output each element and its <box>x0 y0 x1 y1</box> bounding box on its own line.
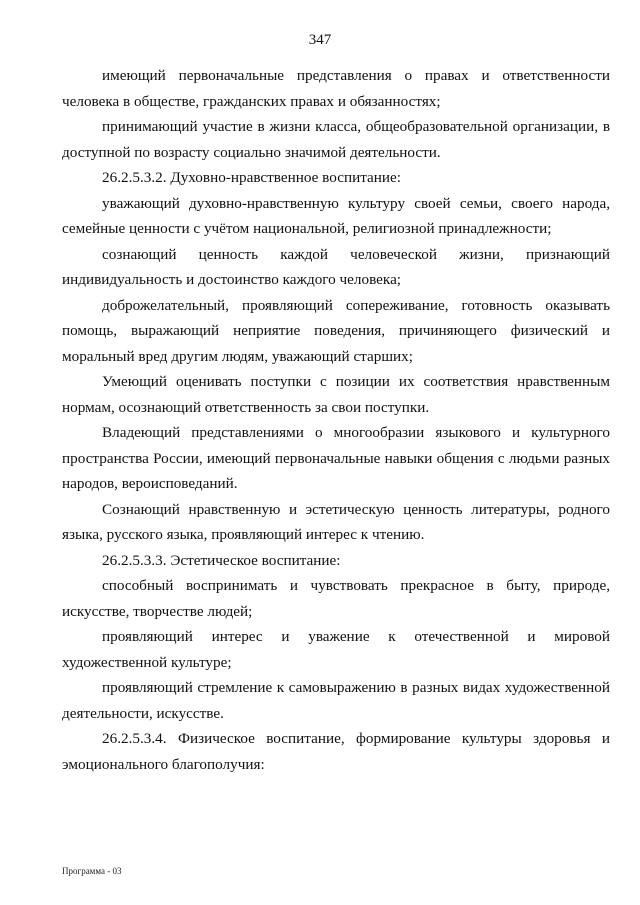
section-heading: 26.2.5.3.2. Духовно-нравственное воспитание: <box>102 169 401 186</box>
page-number: 347 <box>308 32 332 48</box>
paragraph: уважающий духовно-нравственную культуру своей семьи, своего народа, семейные ценности с учётом национальной, религиозной принадлежности; <box>62 194 610 237</box>
paragraph: доброжелательный, проявляющий сопереживание, готовность оказывать помощь, выражающий неприятие поведения, причиняющего физический и моральный вред другим людям, уважающий старших; <box>62 296 610 365</box>
footer-label: Программа - 03 <box>62 866 122 876</box>
paragraph: Владеющий представлениями о многообразии языкового и культурного пространства России, имеющий первоначальные навыки общения с людьми разных народов, вероисповеданий. <box>62 424 610 492</box>
paragraph: проявляющий стремление к самовыражению в разных видах художественной деятельности, искусстве. <box>62 679 610 722</box>
section-heading: 26.2.5.3.3. Эстетическое воспитание: <box>102 551 341 569</box>
paragraph: проявляющий интерес и уважение к отечественной и мировой художественной культуре; <box>62 628 610 671</box>
paragraph: Умеющий оценивать поступки с позиции их соответствия нравственным нормам, осознающий ответственность за свои поступки. <box>62 373 610 416</box>
paragraph: Сознающий нравственную и эстетическую ценность литературы, родного языка, русского языка, проявляющий интерес к чтению. <box>62 500 610 543</box>
section-heading: 26.2.5.3.4. Физическое воспитание, формирование культуры здоровья и эмоционального благополучия: <box>62 730 610 773</box>
paragraph: имеющий первоначальные представления о правах и ответственности человека в обществе, гражданских правах и обязанностях; <box>62 67 610 110</box>
paragraph: сознающий ценность каждой человеческой жизни, признающий индивидуальность и достоинство каждого человека; <box>62 245 610 288</box>
paragraph: принимающий участие в жизни класса, общеобразовательной организации, в доступной по возрасту социально значимой деятельности. <box>62 118 610 161</box>
document-body <box>62 63 610 777</box>
paragraph: способный воспринимать и чувствовать прекрасное в быту, природе, искусстве, творчестве людей; <box>62 577 610 620</box>
